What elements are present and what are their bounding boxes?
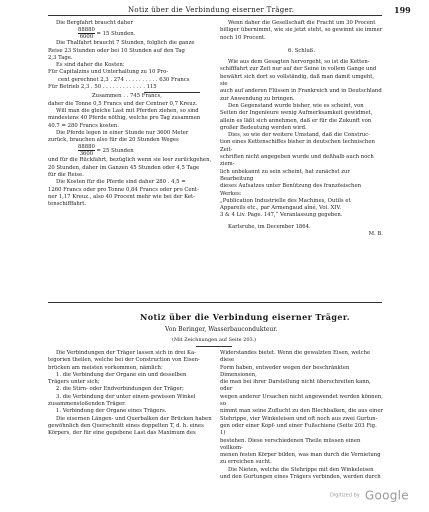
text-line: menen festen Körper bilden, was man durch die Vernietung [220, 452, 381, 459]
fraction-numerator: 88880 [78, 144, 95, 151]
text-line: und für die Rückfahrt, bezüglich wenn sie leer zurückgehen, [48, 157, 212, 164]
text-line: brücken am meisten vorkommen, nämlich: [48, 364, 163, 371]
short-rule [196, 346, 232, 347]
section-rule [48, 302, 382, 303]
upper-left-column [48, 20, 212, 209]
text-line: 1260 Francs oder pro Tonne 0,84 Francs oder pro Cent- [48, 186, 199, 193]
google-watermark [330, 485, 409, 504]
text-line: 2. die Stirn- oder Endverbindungen der Träger; [56, 386, 184, 393]
author-initials: M. B. [368, 231, 383, 238]
text-line: 2,3 Tage. [48, 54, 73, 61]
formula-result: = 25 Stunden [96, 148, 134, 155]
google-logo: Google [364, 488, 409, 503]
text-line: Trägers unter sich; [48, 379, 100, 386]
text-line: Die Thalfahrt braucht 7 Stunden, folglich die ganze [56, 40, 195, 47]
text-line: Seiten der Ingenieure wenig Aufmerksamkeit gewidmet, [220, 110, 373, 117]
text-line: großer Bedeutung werden wird. [220, 124, 307, 131]
text-line: schifffahrt zur Zeit nur auf der Seine in vollem Gange und [220, 66, 377, 73]
text-line: wegen anderer Ursachen nicht angewendet werden können, so [220, 393, 383, 408]
text-line: billiger übernimmt, wie sie jetzt steht, so gewinnt sie immer [220, 27, 383, 34]
text-line: Zusammen . . 745 Francs, [92, 93, 162, 100]
text-line: dieses Aufsatzes unter Benützung des französischen Werkes: [220, 183, 361, 197]
text-line: Wenn daher die Gesellschaft die Fracht um 30 Procent [228, 20, 376, 26]
text-line: ner 1,17 Kreuz., also 40 Procent mehr wie bei der Ket- [48, 193, 195, 200]
text-line: Widerstandes bietet. Wenn die gewalzten Eisen, welche diese [220, 350, 371, 364]
fraction [78, 27, 95, 40]
text-line: zurück, brauchen also für die 20 Stunden Weges [48, 137, 179, 144]
fraction [78, 144, 95, 157]
formula-result: = 15 Stunden. [96, 31, 136, 38]
text-line: zur Anwendung zu bringen. [220, 95, 295, 102]
section-heading: 6. Schluß. [287, 47, 316, 54]
text-line: Es sind daher die Kosten: [56, 62, 125, 69]
lower-right-column [220, 350, 383, 481]
text-line: 3 & 4 Liv. Page. 147,“ Veranlassung gegeben. [220, 212, 343, 219]
text-line: Reise 23 Stunden oder bei 10 Stunden auf den Tag [48, 47, 185, 54]
text-line: für die Reise. [48, 172, 84, 179]
text-line: zu erreichen sucht. [220, 459, 272, 466]
lower-left-column [48, 350, 212, 438]
text-line: Die Kosten für die Pferde sind daher 280 . 4,5 = [56, 179, 186, 186]
upper-right-column [220, 20, 383, 238]
text-line: Den Gegenstand wurde bisher, wie es scheint, von [228, 102, 364, 109]
text-line: Die Nieten, welche die Stehrippe mit den Winkeleisen [228, 466, 374, 473]
text-line: Form haben, entweder wegen der beschränkten Dimensionen, [220, 364, 350, 378]
text-line: auch auf anderen Flüssen in Frankreich und in Deutschland [220, 88, 382, 95]
text-line: tion eines Kettenschiffes bisher in deutschen technischen Zeit- [220, 139, 375, 153]
article-title: Notiz über die Verbindung eiserner Träger. [140, 312, 350, 322]
text-line: tenschifffahrt. [48, 201, 87, 208]
text-line: und den Gurtungen eines Trägers verbinden, werden durch [220, 474, 381, 481]
text-line: 3. die Verbindung der unter einem gewissen Winkel [56, 393, 196, 400]
article-author: Von Beringer, Wasserbaucondukteur. [165, 326, 278, 333]
text-line: lich unbekannt zu sein scheint, hat zunächst zur Bearbeitung [220, 168, 350, 182]
text-line: schriften nicht angegeben wurde und deßhalb auch noch ziem- [220, 154, 374, 168]
text-line: 1. die Verbindung der Organe ein und desselben [56, 371, 187, 378]
text-line: Wie aus dem Gesagten hervorgeht, so ist die Ketten- [228, 59, 370, 66]
text-line: bewährt sich dort so vollständig, daß man damit umgeht, sie [220, 73, 375, 88]
text-line: Körpers, der für eine gegebene Last das Maximum des [48, 430, 196, 437]
text-line: daher die Tonne 0,5 Francs und der Centner 0,7 Kreuz. [48, 100, 198, 107]
text-line: allein es läßt sich annehmen, daß er für die Zukunft von [220, 117, 372, 124]
fraction-denominator: 6000 [79, 34, 94, 41]
text-line: zusammenstoßenden Träger. [48, 401, 126, 408]
text-line: tegorien theilen, welche bei der Construction von Eisen- [48, 357, 200, 364]
text-line: nimmt man seine Zuflucht zu den Blechbalken, die aus einer [220, 408, 383, 415]
fraction-denominator: 3600 [79, 151, 94, 158]
formula-line [48, 144, 212, 157]
text-line: 40.7 = 280 Francs kosten. [48, 122, 120, 129]
text-line: Appareils etc., par Armengaud aîné, Vol. XIV. [220, 205, 342, 212]
text-line: Will man die gleiche Last mit Pferden ziehen, so sind [56, 107, 199, 114]
text-line: Für Capitalzins und Unterhaltung zu 10 Pro- [48, 69, 169, 76]
text-line: Die Verbindungen der Träger lassen sich in drei Ka- [56, 350, 196, 356]
formula-line [48, 27, 212, 40]
digitized-by-label: Digitized by [330, 492, 360, 499]
text-line: Die Pferde legen in einer Stunde nur 3600 Meter [56, 129, 189, 136]
place-date: Karlsruhe, im December 1864. [228, 223, 311, 230]
text-line: bestehen. Diese verschiedenen Theile müssen einen vollkom- [220, 437, 361, 451]
text-line: Stehrippe, vier Winkeleisen und oft noch aus zwei Gurtun- [220, 415, 378, 422]
text-line: „Publication Industrielle des Machines, Outils et [220, 197, 351, 204]
text-line: Die eisernen Längen- und Querbalken der Brücken haben [56, 415, 212, 422]
text-line: 20 Stunden, daher im Ganzen 45 Stunden oder 4,5 Tage [48, 164, 200, 171]
text-line: gen oder einer Kopf- und einer Fußschiene (Seite 203 Fig. 1) [220, 422, 377, 437]
text-line: noch 10 Procent. [220, 34, 266, 41]
text-line: Für Betrieb 2,3 . 50 . . . . . . . . . . . . . 115 [48, 84, 157, 91]
text-line: gewöhnlich den Querschnitt eines doppelten T, d. h. eines [48, 422, 204, 429]
text-line: cent gerechnet 2,3 . 274 . . . . . . . . . . 630 Francs [58, 76, 190, 83]
fraction-numerator: 88880 [78, 27, 95, 34]
article-note: (Mit Zeichnungen auf Seite 203.) [172, 337, 257, 343]
text-line: mindestens 40 Pferde nöthig, welche pro Tag zusammen [48, 115, 201, 122]
text-line: Die Bergfahrt braucht daher [56, 20, 133, 26]
text-line: Dies, so wie der weitere Umstand, daß die Construc- [228, 132, 371, 139]
header-rule [48, 15, 382, 16]
running-title: Notiz über die Verbindung eiserner Träger. [128, 6, 295, 14]
text-line: die man bei ihrer Darstellung nicht überschreiten kann, oder [220, 379, 371, 393]
subsection-heading: 1. Verbindung der Organe eines Trägers. [56, 408, 167, 415]
page-number: 199 [394, 5, 411, 15]
